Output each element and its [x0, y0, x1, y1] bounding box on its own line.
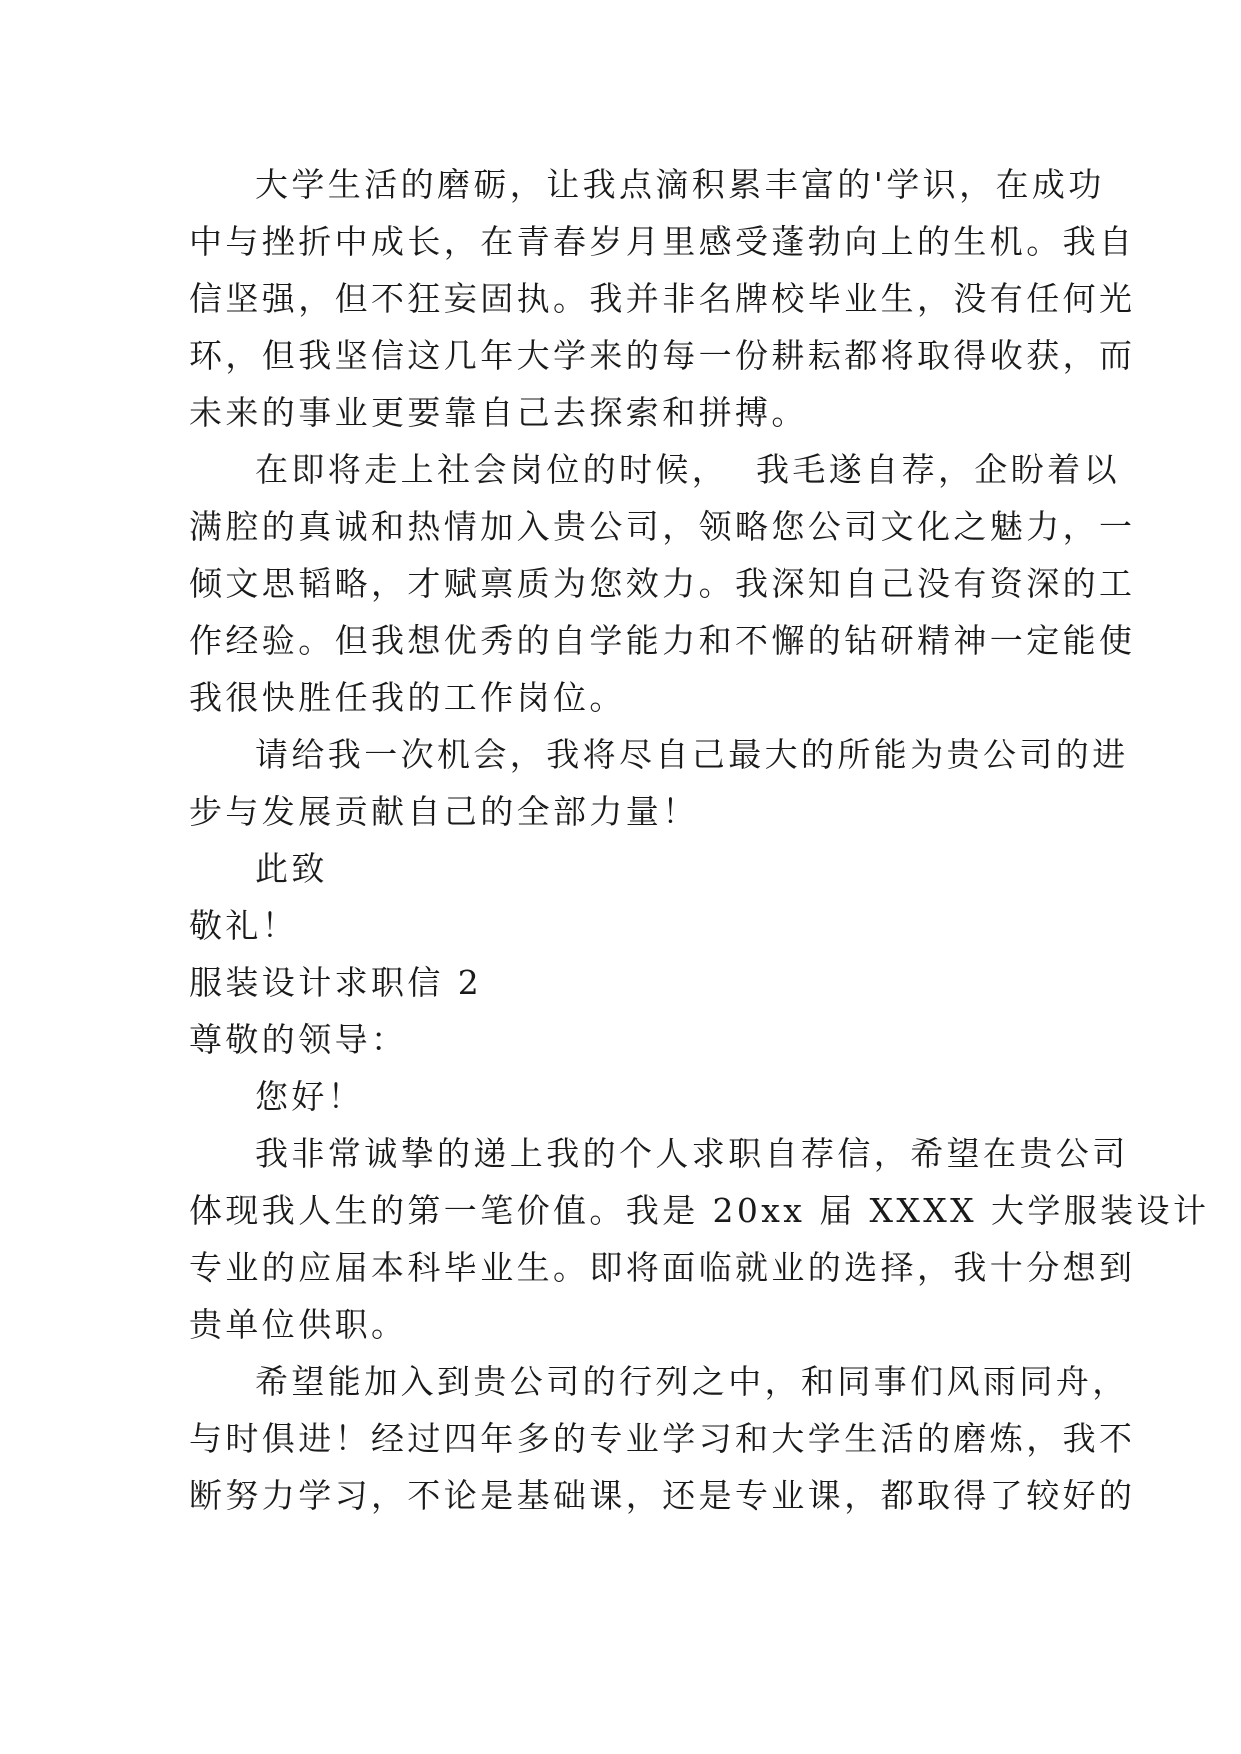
document-body [189, 156, 1210, 1524]
paragraph [189, 726, 1129, 840]
text-line: 我很快胜任我的工作岗位。 [189, 678, 626, 717]
text-line: 未来的事业更要靠自己去探索和拼搏。 [189, 393, 808, 432]
text-line: 步与发展贡献自己的全部力量！ [189, 792, 699, 831]
salute-line: 敬礼！ [189, 906, 299, 945]
text-line: 断努力学习，不论是基础课，还是专业课，都取得了较好的 [189, 1476, 1136, 1515]
text-line: 信坚强，但不狂妄固执。我并非名牌校毕业生，没有任何光 [189, 279, 1136, 318]
text-line: 作经验。但我想优秀的自学能力和不懈的钻研精神一定能使 [189, 621, 1136, 660]
text-line: 倾文思韬略，才赋禀质为您效力。我深知自己没有资深的工 [189, 564, 1136, 603]
greeting-line: 尊敬的领导： [189, 1020, 408, 1059]
paragraph [189, 156, 1136, 441]
paragraph [189, 1353, 1136, 1524]
text-line: 贵单位供职。 [189, 1305, 408, 1344]
closing-line: 此致 [255, 849, 328, 888]
text-line: 与时俱进！经过四年多的专业学习和大学生活的磨炼，我不 [189, 1419, 1136, 1458]
text-line: 在即将走上社会岗位的时候， 我毛遂自荐，企盼着以 [255, 450, 1120, 489]
text-line: 我非常诚挚的递上我的个人求职自荐信，希望在贵公司 [255, 1134, 1129, 1173]
text-line: 满腔的真诚和热情加入贵公司，领略您公司文化之魅力，一 [189, 507, 1136, 546]
text-line: 大学生活的磨砺，让我点滴积累丰富的'学识，在成功 [255, 165, 1105, 204]
text-line: 中与挫折中成长，在青春岁月里感受蓬勃向上的生机。我自 [189, 222, 1136, 261]
hello-line: 您好！ [255, 1077, 365, 1116]
text-line: 体现我人生的第一笔价值。我是 20xx 届 XXXX 大学服装设计 [189, 1191, 1210, 1230]
section-heading: 服装设计求职信 2 [189, 963, 483, 1002]
paragraph [189, 1125, 1210, 1353]
text-line: 请给我一次机会，我将尽自己最大的所能为贵公司的进 [255, 735, 1129, 774]
paragraph [189, 441, 1136, 726]
text-line: 专业的应届本科毕业生。即将面临就业的选择，我十分想到 [189, 1248, 1136, 1287]
text-line: 环，但我坚信这几年大学来的每一份耕耘都将取得收获，而 [189, 336, 1136, 375]
text-line: 希望能加入到贵公司的行列之中，和同事们风雨同舟， [255, 1362, 1129, 1401]
